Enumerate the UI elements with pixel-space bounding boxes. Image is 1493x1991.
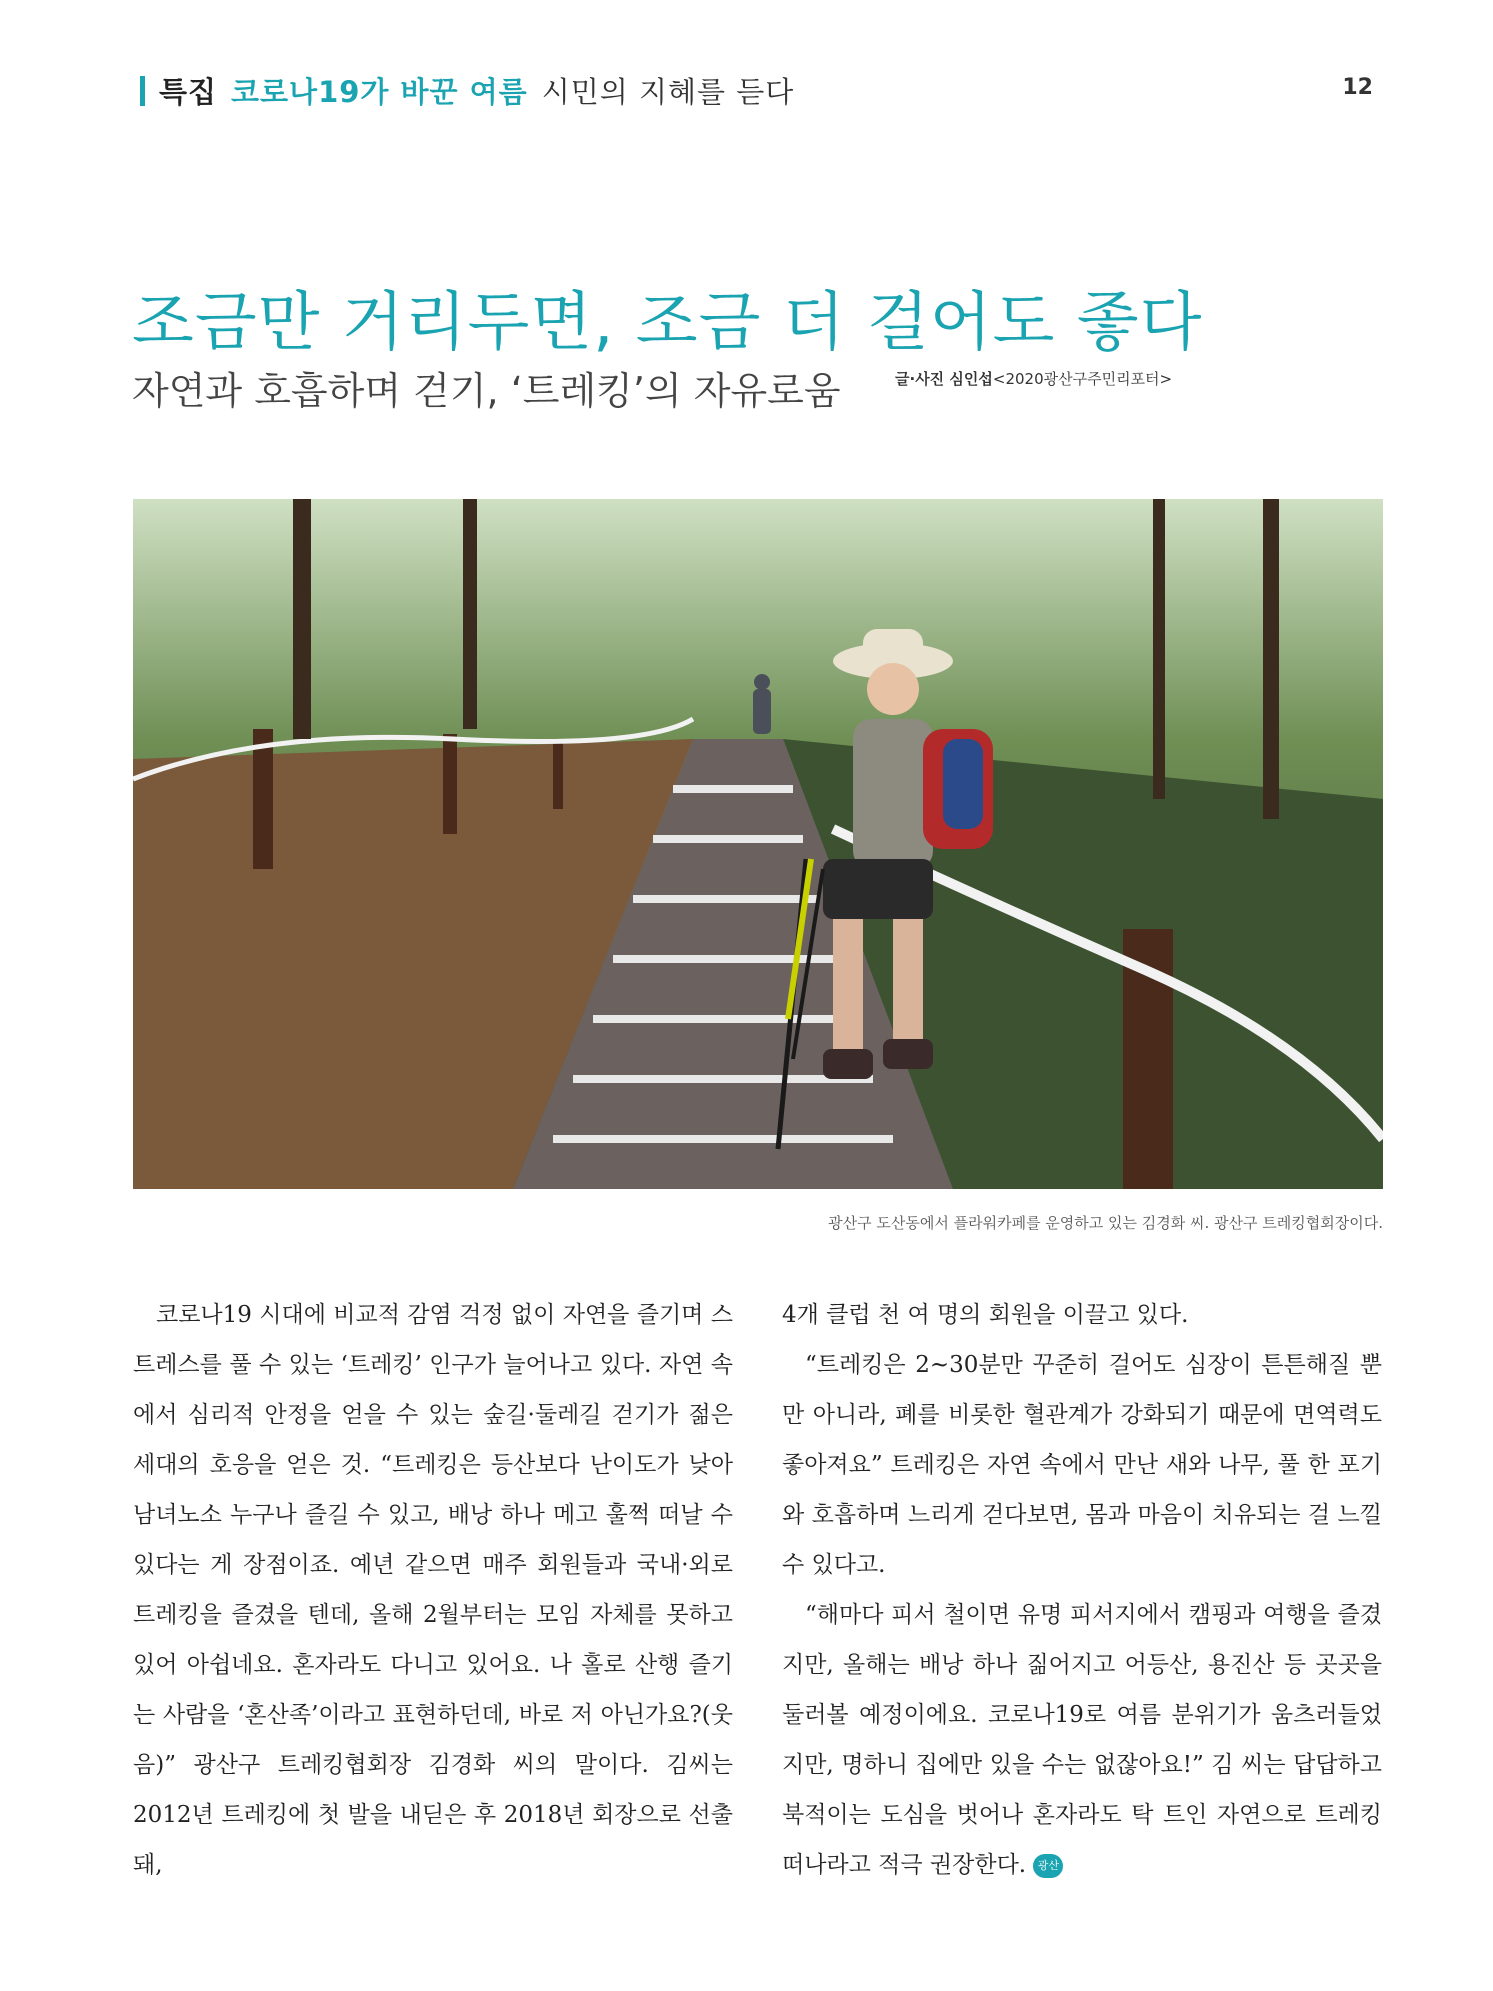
byline-label: 글·사진 심인섭 bbox=[895, 370, 993, 388]
photo-caption: 광산구 도산동에서 플라워카페를 운영하고 있는 김경화 씨. 광산구 트레킹협회장이다. bbox=[828, 1214, 1383, 1232]
article-left-column bbox=[133, 1290, 733, 1890]
page-number: 12 bbox=[1342, 75, 1373, 100]
header-accent: 코로나19가 바꾼 여름 bbox=[231, 75, 528, 109]
article-title: 조금만 거리두면, 조금 더 걸어도 좋다 bbox=[132, 285, 1203, 360]
right-paragraph-1: 4개 클럽 천 여 명의 회원을 이끌고 있다. bbox=[782, 1302, 1189, 1328]
right-paragraph-3 bbox=[782, 1590, 1382, 1890]
byline-role: <2020광산구주민리포터> bbox=[992, 370, 1173, 388]
byline bbox=[895, 368, 1172, 389]
section-header bbox=[140, 70, 794, 111]
end-mark-icon: 광산 bbox=[1033, 1854, 1063, 1878]
header-rest: 시민의 지혜를 듣다 bbox=[541, 75, 795, 109]
header-tag: 특집 bbox=[159, 75, 218, 109]
trekking-photo-illustration bbox=[133, 499, 1383, 1189]
article-right-column bbox=[782, 1290, 1382, 1890]
right-paragraph-3-text: “해마다 피서 철이면 유명 피서지에서 캠핑과 여행을 즐겼지만, 올해는 배낭 하나 짊어지고 어등산, 용진산 등 곳곳을 둘러볼 예정이에요. 코로나19로 여름 분위기가 움츠러들었지만, 명하니 집에만 있을 수는 없잖아요!” 김 씨는 답답하고 북적이는 도심을 벗어나 혼자라도 탁 트인 자연으로 트레킹 떠나라고 적극 권장한다. bbox=[782, 1602, 1382, 1878]
header-bar bbox=[140, 76, 145, 106]
article-subtitle: 자연과 호흡하며 걷기, ‘트레킹’의 자유로움 bbox=[132, 369, 841, 413]
article-photo bbox=[133, 499, 1383, 1189]
left-paragraph: 코로나19 시대에 비교적 감염 걱정 없이 자연을 즐기며 스트레스를 풀 수 있는 ‘트레킹’ 인구가 늘어나고 있다. 자연 속에서 심리적 안정을 얻을 수 있는 숲길·둘레길 걷기가 젊은 세대의 호응을 얻은 것. “트레킹은 등산보다 난이도가 낮아 남녀노소 누구나 즐길 수 있고, 배낭 하나 메고 훌쩍 떠날 수 있다는 게 장점이죠. 예년 같으면 매주 회원들과 국내·외로 트레킹을 즐겼을 텐데, 올해 2월부터는 모임 자체를 못하고 있어 아쉽네요. 혼자라도 다니고 있어요. 나 홀로 산행 즐기는 사람을 ‘혼산족’이라고 표현하던데, 바로 저 아닌가요?(웃음)” 광산구 트레킹협회장 김경화 씨의 말이다. 김씨는 2012년 트레킹에 첫 발을 내딛은 후 2018년 회장으로 선출돼, bbox=[133, 1302, 733, 1878]
right-paragraph-2: “트레킹은 2~30분만 꾸준히 걸어도 심장이 튼튼해질 뿐만 아니라, 폐를 비롯한 혈관계가 강화되기 때문에 면역력도 좋아져요” 트레킹은 자연 속에서 만난 새와 나무, 풀 한 포기와 호흡하며 느리게 걷다보면, 몸과 마음이 치유되는 걸 느낄 수 있다고. bbox=[782, 1352, 1382, 1578]
